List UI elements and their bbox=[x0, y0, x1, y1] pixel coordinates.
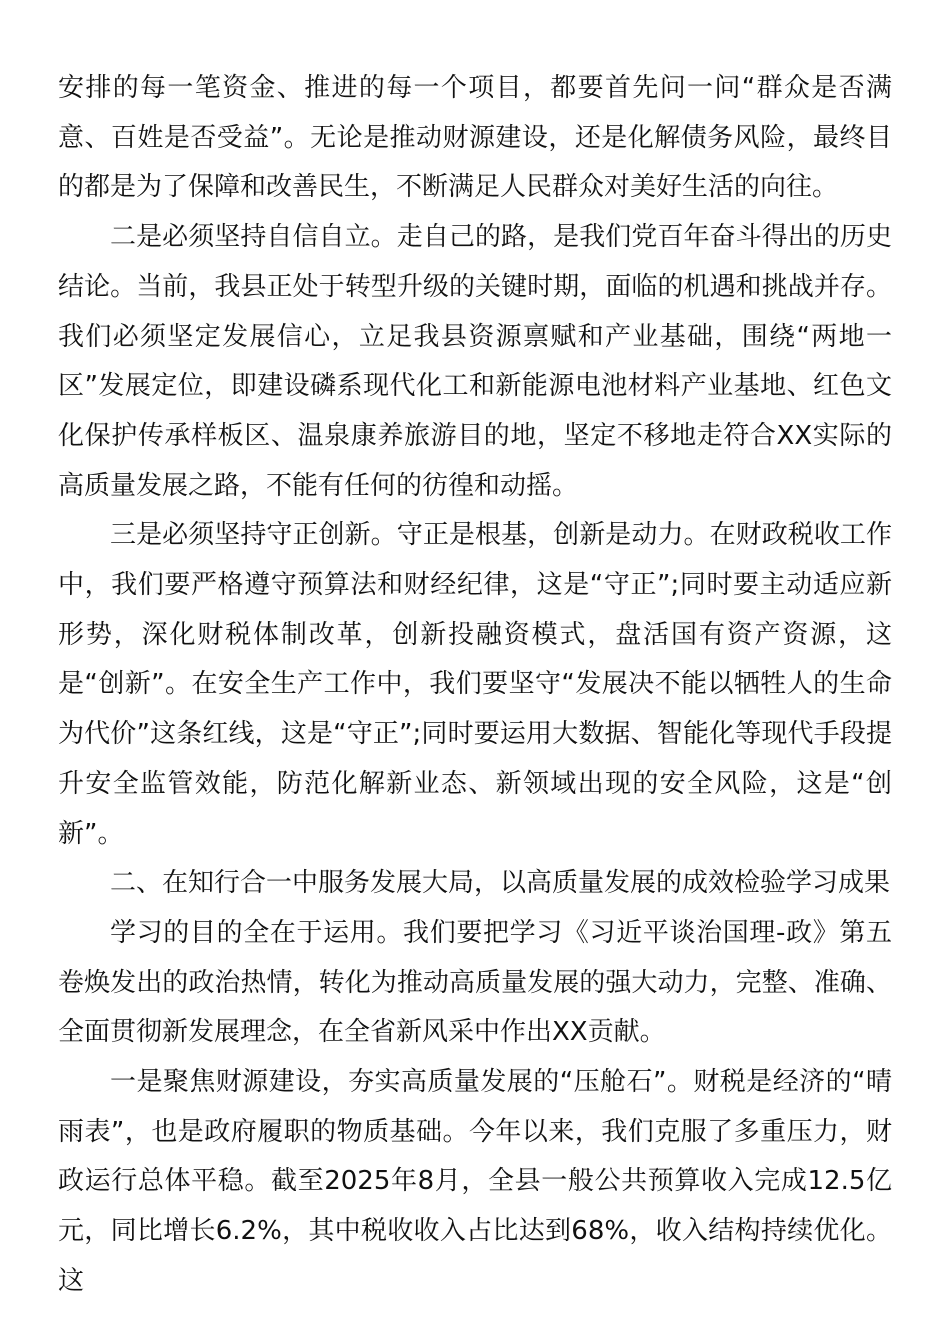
document-page bbox=[58, 64, 892, 1307]
paragraph-self-confidence: 二是必须坚持自信自立。走自己的路，是我们党百年奋斗得出的历史结论。当前，我县正处于转型升级的关键时期，面临的机遇和挑战并存。我们必须坚定发展信心，立足我县资源禀赋和产业基础，围绕“两地一区”发展定位，即建设磷系现代化工和新能源电池材料产业基地、红色文化保护传承样板区、温泉康养旅游目的地，坚定不移地走符合XX实际的高质量发展之路，不能有任何的彷徨和动摇。 bbox=[58, 222, 892, 501]
paragraph-continuation: 安排的每一笔资金、推进的每一个项目，都要首先问一问“群众是否满意、百姓是否受益”。无论是推动财源建设，还是化解债务风险，最终目的都是为了保障和改善民生，不断满足人民群众对美好生活的向往。 bbox=[58, 73, 892, 203]
section-heading-two: 二、在知行合一中服务发展大局，以高质量发展的成效检验学习成果 bbox=[110, 868, 891, 899]
paragraph-fiscal-source: 一是聚焦财源建设，夯实高质量发展的“压舱石”。财税是经济的“晴雨表”，也是政府履职的物质基础。今年以来，我们克服了多重压力，财政运行总体平稳。截至2025年8月，全县一般公共预算收入完成12.5亿元，同比增长6.2%，其中税收收入占比达到68%，收入结构持续优化。这 bbox=[58, 1067, 892, 1296]
paragraph-study-purpose: 学习的目的全在于运用。我们要把学习《习近平谈治国理-政》第五卷焕发出的政治热情，转化为推动高质量发展的强大动力，完整、准确、全面贯彻新发展理念，在全省新风采中作出XX贡献。 bbox=[58, 917, 892, 1048]
paragraph-integrity-innovation: 三是必须坚持守正创新。守正是根基，创新是动力。在财政税收工作中，我们要严格遵守预算法和财经纪律，这是“守正”;同时要主动适应新形势，深化财税体制改革，创新投融资模式，盘活国有资产资源，这是“创新”。在安全生产工作中，我们要坚守“发展决不能以牺牲人的生命为代价”这条红线，这是“守正”;同时要运用大数据、智能化等现代手段提升安全监管效能，防范化解新业态、新领域出现的安全风险，这是“创新”。 bbox=[58, 520, 892, 849]
